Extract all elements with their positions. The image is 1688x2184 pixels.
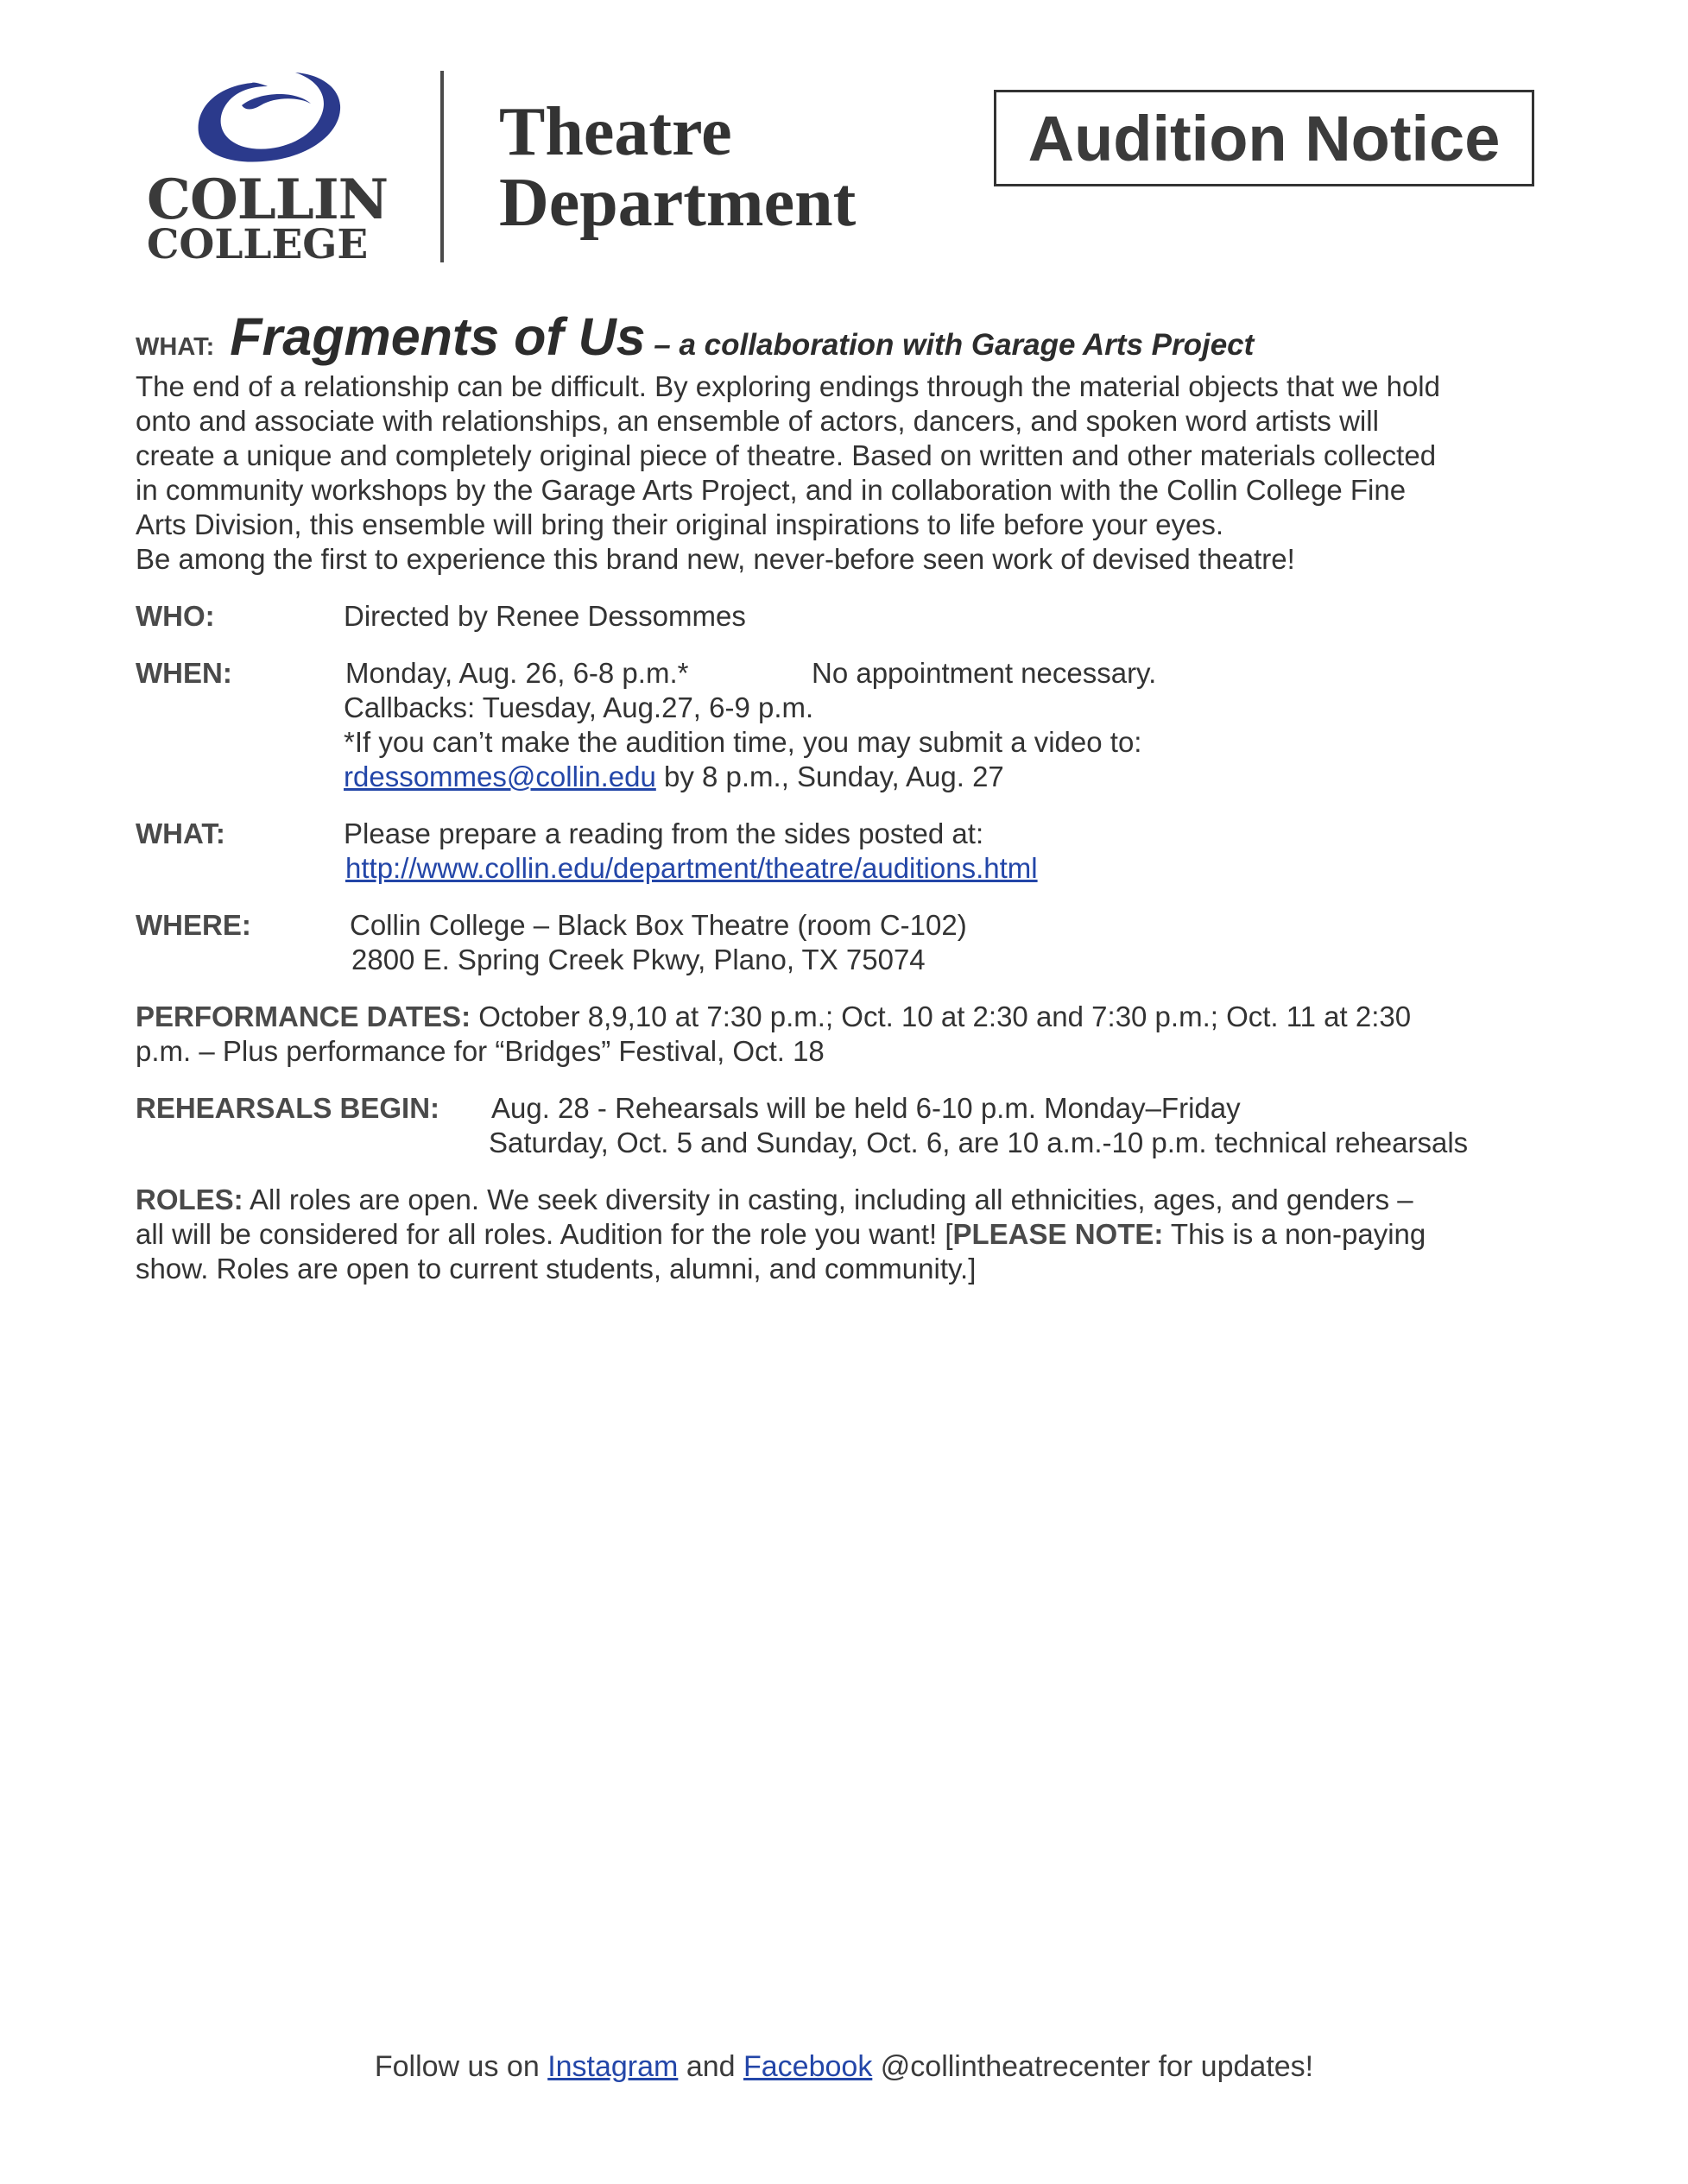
footer-text: and [678, 2050, 743, 2083]
video-note: *If you can’t make the audition time, you may submit a video to: [344, 726, 1142, 758]
who-text: Directed by Renee Dessommes [344, 600, 746, 632]
show-title-row [136, 306, 1254, 367]
appointment-note: No appointment necessary. [812, 657, 1157, 689]
roles-line3: show. Roles are open to current students, alumni, and community.] [136, 1253, 977, 1285]
venue: Collin College – Black Box Theatre (room C-102) [350, 909, 967, 941]
footer-text: @collintheatrecenter for updates! [872, 2050, 1314, 2083]
email-link[interactable]: rdessommes@collin.edu [344, 761, 656, 792]
prepare-label: WHAT: [136, 817, 225, 849]
video-deadline-line [344, 760, 1004, 794]
performance-dates: October 8,9,10 at 7:30 p.m.; Oct. 10 at 2:30 and 7:30 p.m.; Oct. 11 at 2:30 [471, 1000, 1412, 1032]
prepare-text: Please prepare a reading from the sides posted at: [344, 817, 984, 849]
rehearsals-line2: Saturday, Oct. 5 and Sunday, Oct. 6, are 10 a.m.-10 p.m. technical rehearsals [489, 1127, 1469, 1158]
audition-time: Monday, Aug. 26, 6-8 p.m.* [345, 657, 689, 689]
department-title-line1: Theatre [499, 94, 732, 170]
description-line: Arts Division, this ensemble will bring their original inspirations to life before your eyes. [136, 508, 1224, 540]
footer-text: Follow us on [374, 2050, 548, 2083]
where-label: WHERE: [136, 909, 251, 941]
facebook-link[interactable]: Facebook [743, 2050, 873, 2083]
roles-text: all will be considered for all roles. Audition for the role you want! [ [136, 1218, 953, 1250]
when-label: WHEN: [136, 657, 232, 689]
audition-notice-heading: Audition Notice [994, 90, 1534, 186]
please-note-label: PLEASE NOTE: [952, 1218, 1164, 1250]
college-name-line1: COLLIN [147, 167, 389, 232]
performance-label: PERFORMANCE DATES: [136, 1000, 471, 1032]
roles-line1 [136, 1183, 1413, 1217]
collin-swoosh-logo-icon [192, 71, 345, 166]
show-subtitle: – a collaboration with Garage Arts Project [645, 328, 1255, 362]
rehearsals-label: REHEARSALS BEGIN: [136, 1092, 440, 1124]
callbacks-time: Callbacks: Tuesday, Aug.27, 6-9 p.m. [344, 691, 814, 723]
what-label: WHAT: [136, 333, 215, 361]
performance-dates-line1 [136, 1000, 1411, 1034]
description-line: The end of a relationship can be difficult. By exploring endings through the material objects that we hold [136, 370, 1440, 402]
address: 2800 E. Spring Creek Pkwy, Plano, TX 75074 [351, 944, 926, 975]
rehearsals-line1: Aug. 28 - Rehearsals will be held 6-10 p.m. Monday–Friday [491, 1092, 1241, 1124]
description-line: Be among the first to experience this brand new, never-before seen work of devised theatre! [136, 543, 1295, 575]
video-deadline: by 8 p.m., Sunday, Aug. 27 [655, 761, 1004, 792]
header-divider [440, 71, 444, 262]
performance-dates-line2: p.m. – Plus performance for “Bridges” Festival, Oct. 18 [136, 1035, 825, 1067]
who-label: WHO: [136, 600, 215, 632]
auditions-url-link[interactable]: http://www.collin.edu/department/theatre/auditions.html [345, 852, 1038, 884]
description-line: in community workshops by the Garage Arts Project, and in collaboration with the Collin College Fine [136, 474, 1407, 506]
auditions-url-line [345, 851, 1038, 886]
description-line: onto and associate with relationships, an ensemble of actors, dancers, and spoken word artists will [136, 405, 1379, 437]
instagram-link[interactable]: Instagram [547, 2050, 679, 2083]
social-footer [0, 2050, 1688, 2084]
department-title-line2: Department [499, 165, 857, 241]
show-title: Fragments of Us [230, 307, 646, 366]
roles-line2 [136, 1217, 1426, 1252]
description-line: create a unique and completely original piece of theatre. Based on written and other materials collected [136, 439, 1437, 471]
roles-text: All roles are open. We seek diversity in casting, including all ethnicities, ages, and genders – [243, 1184, 1413, 1215]
roles-text: This is a non-paying [1163, 1218, 1426, 1250]
roles-label: ROLES: [136, 1184, 243, 1215]
college-name-line2: COLLEGE [147, 221, 369, 268]
